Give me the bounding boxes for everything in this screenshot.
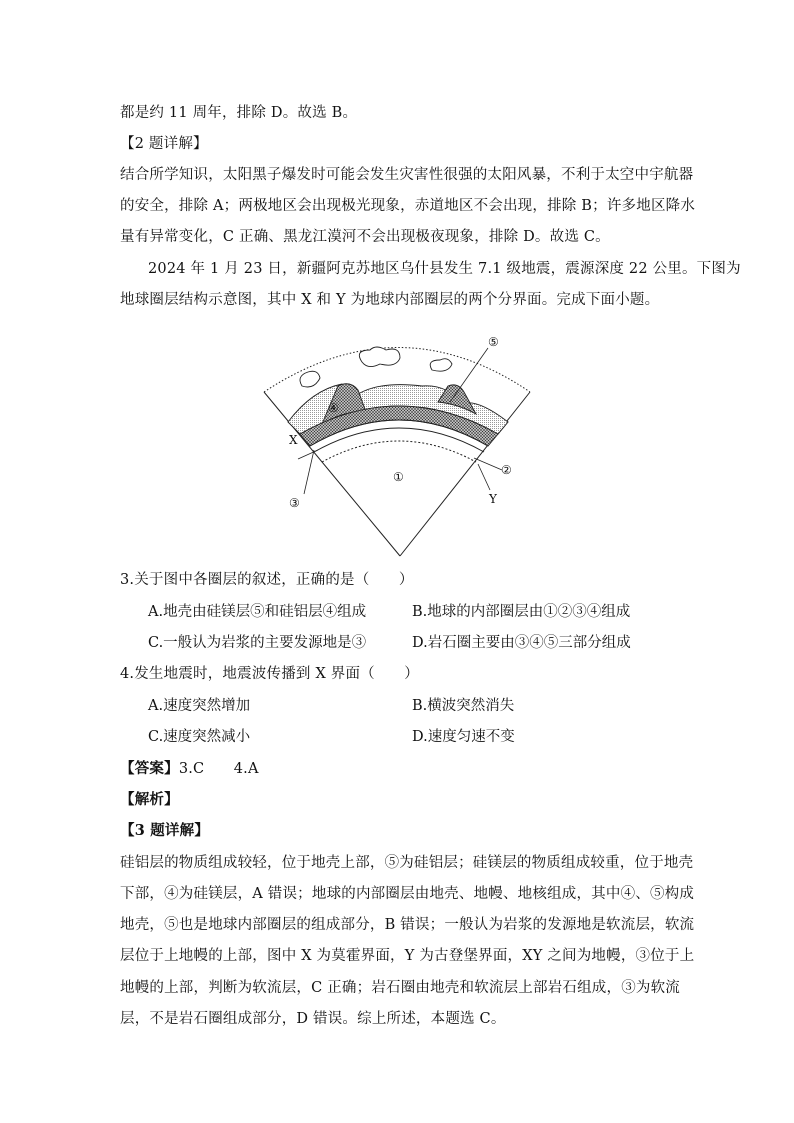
question-3-option-b: B.地球的内部圈层由①②③④组成	[412, 604, 631, 620]
label-4: ④	[328, 401, 339, 415]
label-y: Y	[489, 492, 497, 506]
question-3-stem: 3.关于图中各圈层的叙述，正确的是（ ）	[120, 572, 414, 588]
question-4-option-d: D.速度匀速不变	[412, 729, 515, 745]
leader-line	[304, 450, 314, 494]
label-1: ①	[393, 470, 404, 484]
analysis-text: 硅铝层的物质组成较轻，位于地壳上部，⑤为硅铝层；硅镁层的物质组成较重，位于地壳	[120, 855, 694, 871]
label-5: ⑤	[488, 335, 499, 349]
text-line: 量有异常变化，C 正确、黑龙江漠河不会出现极夜现象，排除 D。故选 C。	[120, 229, 610, 245]
leader-line	[298, 450, 318, 459]
gutenberg-boundary-y	[322, 441, 476, 462]
analysis-text: 下部，④为硅镁层，A 错误；地球的内部圈层由地壳、地幔、地核组成，其中④、⑤构成	[120, 886, 695, 902]
analysis-label: 【解析】	[120, 791, 179, 808]
question-3-option-c: C.一般认为岩浆的主要发源地是③	[148, 635, 367, 651]
analysis-subheading: 【3 题详解】	[120, 822, 210, 839]
section-heading: 【2 题详解】	[120, 136, 208, 152]
question-3-option-d: D.岩石圈主要由③④⑤三部分组成	[412, 635, 631, 651]
answer-label: 【答案】	[120, 760, 179, 777]
question-3-option-a: A.地壳由硅镁层⑤和硅铝层④组成	[148, 604, 367, 620]
question-4-option-a: A.速度突然增加	[148, 698, 251, 714]
text-line: 都是约 11 周年，排除 D。故选 B。	[120, 105, 358, 121]
analysis-text: 地壳，⑤也是地球内部圈层的组成部分，B 错误；一般认为岩浆的发源地是软流层，软流	[120, 917, 695, 933]
leader-line	[478, 464, 490, 490]
cloud-shape	[359, 347, 400, 367]
cloud-shape	[430, 359, 452, 371]
label-2: ②	[501, 463, 512, 477]
label-x: X	[289, 433, 298, 447]
question-4-option-b: B.横波突然消失	[412, 698, 515, 714]
analysis-text: 层位于上地幔的上部，图中 X 为莫霍界面，Y 为古登堡界面，XY 之间为地幔，③位于上	[120, 948, 695, 964]
text-line: 结合所学知识，太阳黑子爆发时可能会发生灾害性很强的太阳风暴，不利于太空中宇航器	[120, 167, 694, 183]
text-line: 2024 年 1 月 23 日，新疆阿克苏地区乌什县发生 7.1 级地震，震源深度 22 公里。下图为	[148, 261, 741, 277]
analysis-text: 地幔的上部，判断为软流层，C 正确；岩石圈由地壳和软流层上部岩石组成，③为软流	[120, 980, 681, 996]
question-4-stem: 4.发生地震时，地震波传播到 X 界面（ ）	[120, 666, 419, 682]
answer-line	[120, 760, 259, 778]
text-line: 地球圈层结构示意图，其中 X 和 Y 为地球内部圈层的两个分界面。完成下面小题。	[120, 292, 660, 308]
question-4-option-c: C.速度突然减小	[148, 729, 251, 745]
earth-layers-diagram	[262, 328, 532, 560]
analysis-text: 层，不是岩石圈组成部分，D 错误。综上所述，本题选 C。	[120, 1011, 506, 1027]
cloud-shape	[300, 371, 320, 387]
answer-value: 3.C 4.A	[178, 761, 259, 777]
label-3: ③	[289, 496, 300, 510]
text-line: 的安全，排除 A；两极地区会出现极光现象，赤道地区不会出现，排除 B；许多地区降水	[120, 198, 696, 214]
leader-line	[450, 348, 488, 402]
